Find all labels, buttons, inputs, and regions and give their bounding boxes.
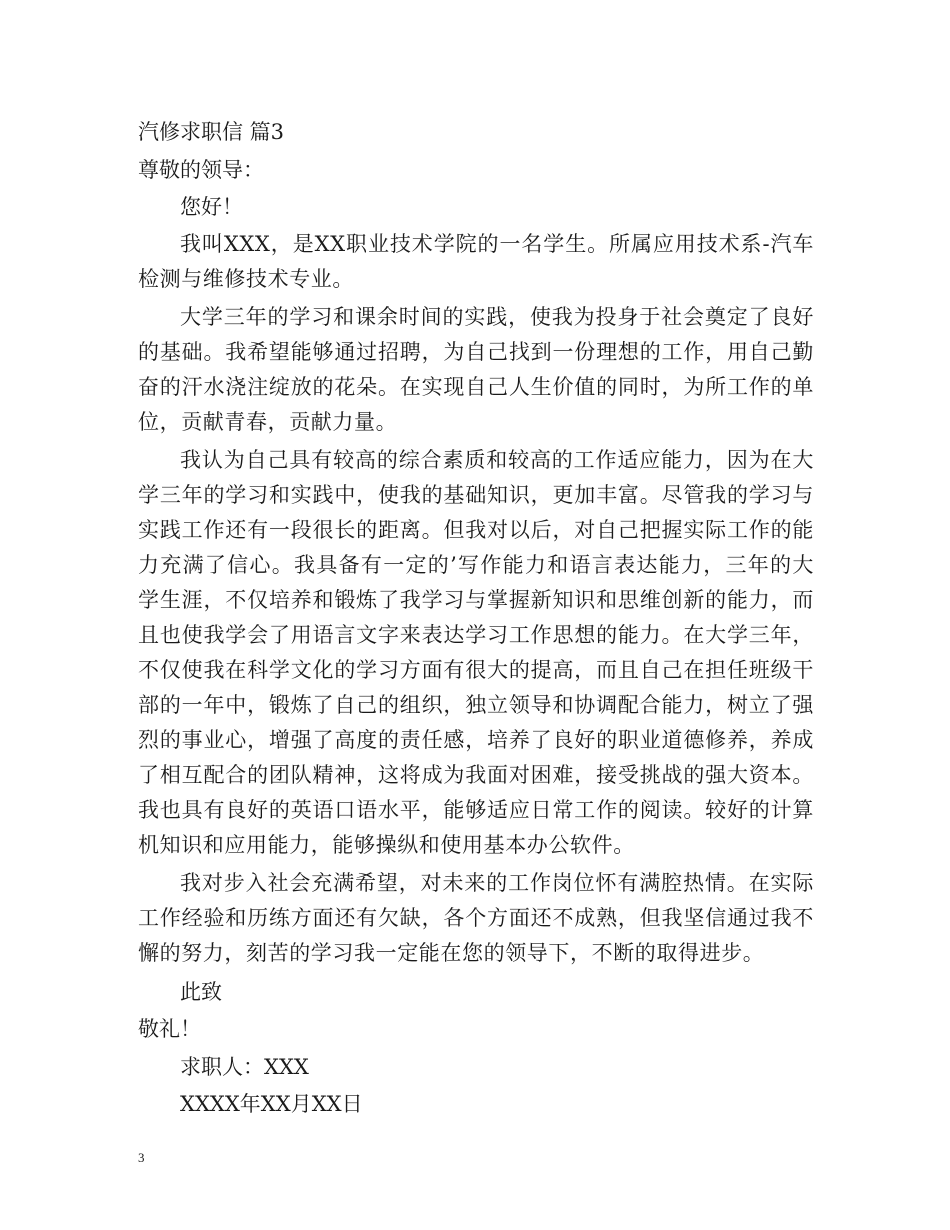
greeting: 您好！ bbox=[180, 195, 243, 219]
paragraph-aspiration: 我对步入社会充满希望，对未来的工作岗位怀有满腔热情。在实际工作经验和历练方面还有欠缺，各个方面还不成熟，但我坚信通过我不懈的努力，刻苦的学习我一定能在您的领导下，不断的取得进步。 bbox=[138, 870, 814, 965]
paragraph-intro: 我叫XXX，是XX职业技术学院的一名学生。所属应用技术系-汽车检测与维修技术专业。 bbox=[138, 231, 814, 291]
paragraph-foundation: 大学三年的学习和课余时间的实践，使我为投身于社会奠定了良好的基础。我希望能够通过招聘，为自己找到一份理想的工作，用自己勤奋的汗水浇注绽放的花朵。在实现自己人生价值的同时，为所工作的单位，贡献青春，贡献力量。 bbox=[138, 304, 814, 434]
applicant-signature: 求职人：XXX bbox=[180, 1054, 309, 1079]
letter-heading: 汽修求职信 篇3 bbox=[138, 120, 285, 144]
regards: 敬礼！ bbox=[138, 1017, 201, 1041]
closing: 此致 bbox=[180, 979, 222, 1004]
letter-body bbox=[138, 114, 814, 1124]
paragraph-abilities: 我认为自己具有较高的综合素质和较高的工作适应能力，因为在大学三年的学习和实践中，使我的基础知识，更加丰富。尽管我的学习与实践工作还有一段很长的距离。但我对以后，对自己把握实际工作的能力充满了信心。我具备有一定的’写作能力和语言表达能力，三年的大学生涯，不仅培养和锻炼了我学习与掌握新知识和思维创新的能力，而且也使我学会了用语言文字来表达学习工作思想的能力。在大学三年，不仅使我在科学文化的学习方面有很大的提高，而且自己在担任班级干部的一年中，锻炼了自己的组织，独立领导和协调配合能力，树立了强烈的事业心，增强了高度的责任感，培养了良好的职业道德修养，养成了相互配合的团队精神，这将成为我面对困难，接受挑战的强大资本。我也具有良好的英语口语水平，能够适应日常工作的阅读。较好的计算机知识和应用能力，能够操纵和使用基本办公软件。 bbox=[138, 447, 814, 857]
page-number: 3 bbox=[138, 1150, 145, 1165]
salutation: 尊敬的领导： bbox=[138, 157, 264, 182]
letter-date: XXXX年XX月XX日 bbox=[180, 1092, 363, 1116]
